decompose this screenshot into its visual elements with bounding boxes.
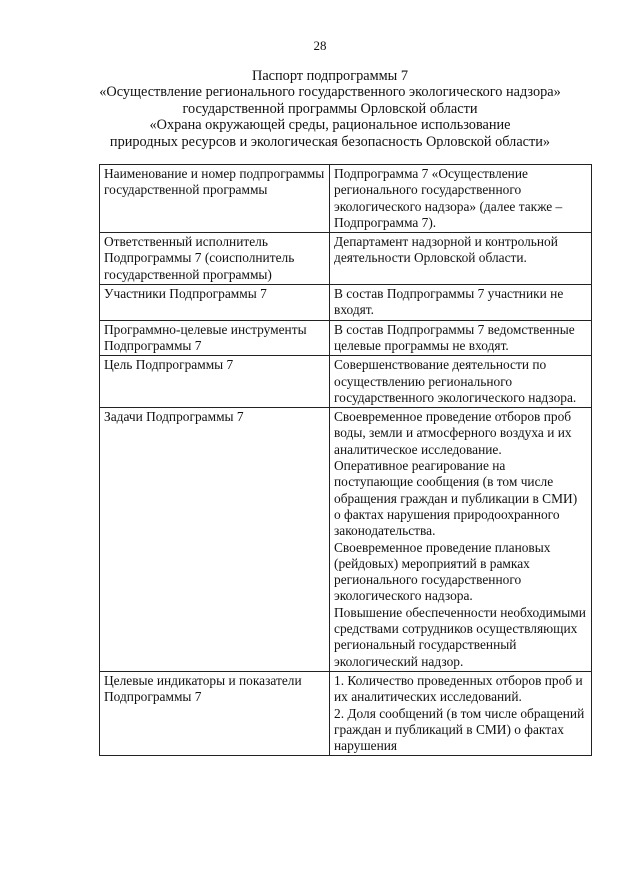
row-value: [330, 671, 592, 755]
row-value: [330, 165, 592, 233]
passport-table: [99, 164, 592, 756]
table-row: [100, 671, 592, 755]
heading-line-4: «Охрана окружающей среды, рациональное использование: [149, 117, 511, 134]
table-row: [100, 320, 592, 356]
row-label: Целевые индикаторы и показатели Подпрограммы 7: [100, 671, 330, 755]
row-label: Участники Подпрограммы 7: [100, 285, 330, 321]
heading-line-2: «Осуществление регионального государственного экологического надзора»: [99, 84, 561, 101]
row-value-paragraph: В состав Подпрограммы 7 ведомственные целевые программы не входят.: [334, 321, 575, 353]
passport-heading: [60, 68, 600, 150]
row-value-paragraph: Подпрограмма 7 «Осуществление регионального государственного экологического надзора» (далее также – Подпрограмма 7).: [334, 166, 563, 230]
row-value-paragraph: Своевременное проведение отборов проб воды, земли и атмосферного воздуха и их аналитическое исследование.: [334, 409, 572, 457]
row-value-paragraph: 2. Доля сообщений (в том числе обращений граждан и публикаций в СМИ) о фактах нарушения: [334, 705, 585, 754]
row-value-paragraph: Оперативное реагирование на поступающие сообщения (в том числе обращения граждан и публикации в СМИ) о фактах нарушения природоохранного законодательства.: [334, 458, 578, 539]
row-label: Цель Подпрограммы 7: [100, 356, 330, 408]
row-label: Задачи Подпрограммы 7: [100, 408, 330, 672]
heading-line-5: природных ресурсов и экологическая безопасность Орловской области»: [109, 133, 551, 150]
row-label: Наименование и номер подпрограммы государственной программы: [100, 165, 330, 233]
row-value: [330, 356, 592, 408]
row-value-paragraph: Своевременное проведение плановых (рейдовых) мероприятий в рамках регионального государственного экологического надзора.: [334, 539, 551, 604]
table-row: [100, 356, 592, 408]
row-value-paragraph: 1. Количество проведенных отборов проб и их аналитических исследований.: [334, 672, 583, 705]
row-value-paragraph: Повышение обеспеченности необходимыми средствами сотрудников осуществляющих региональный государственный экологический надзор.: [334, 604, 586, 669]
row-value: [330, 233, 592, 285]
table-row: [100, 233, 592, 285]
table-row: [100, 285, 592, 321]
row-label: Программно-целевые инструменты Подпрограммы 7: [100, 320, 330, 356]
heading-line-3: государственной программы Орловской области: [182, 100, 478, 117]
page-number: 28: [313, 38, 327, 53]
row-value: [330, 285, 592, 321]
heading-line-1: Паспорт подпрограммы 7: [252, 68, 408, 84]
table-row: [100, 408, 592, 672]
row-label: Ответственный исполнитель Подпрограммы 7 (соисполнитель государственной программы): [100, 233, 330, 285]
row-value-paragraph: Департамент надзорной и контрольной деятельности Орловской области.: [334, 234, 558, 266]
row-value-paragraph: В состав Подпрограммы 7 участники не входят.: [334, 286, 564, 318]
row-value: [330, 408, 592, 672]
table-row: [100, 165, 592, 233]
row-value-paragraph: Совершенствование деятельности по осуществлению регионального государственного экологического надзора.: [334, 357, 577, 405]
row-value: [330, 320, 592, 356]
